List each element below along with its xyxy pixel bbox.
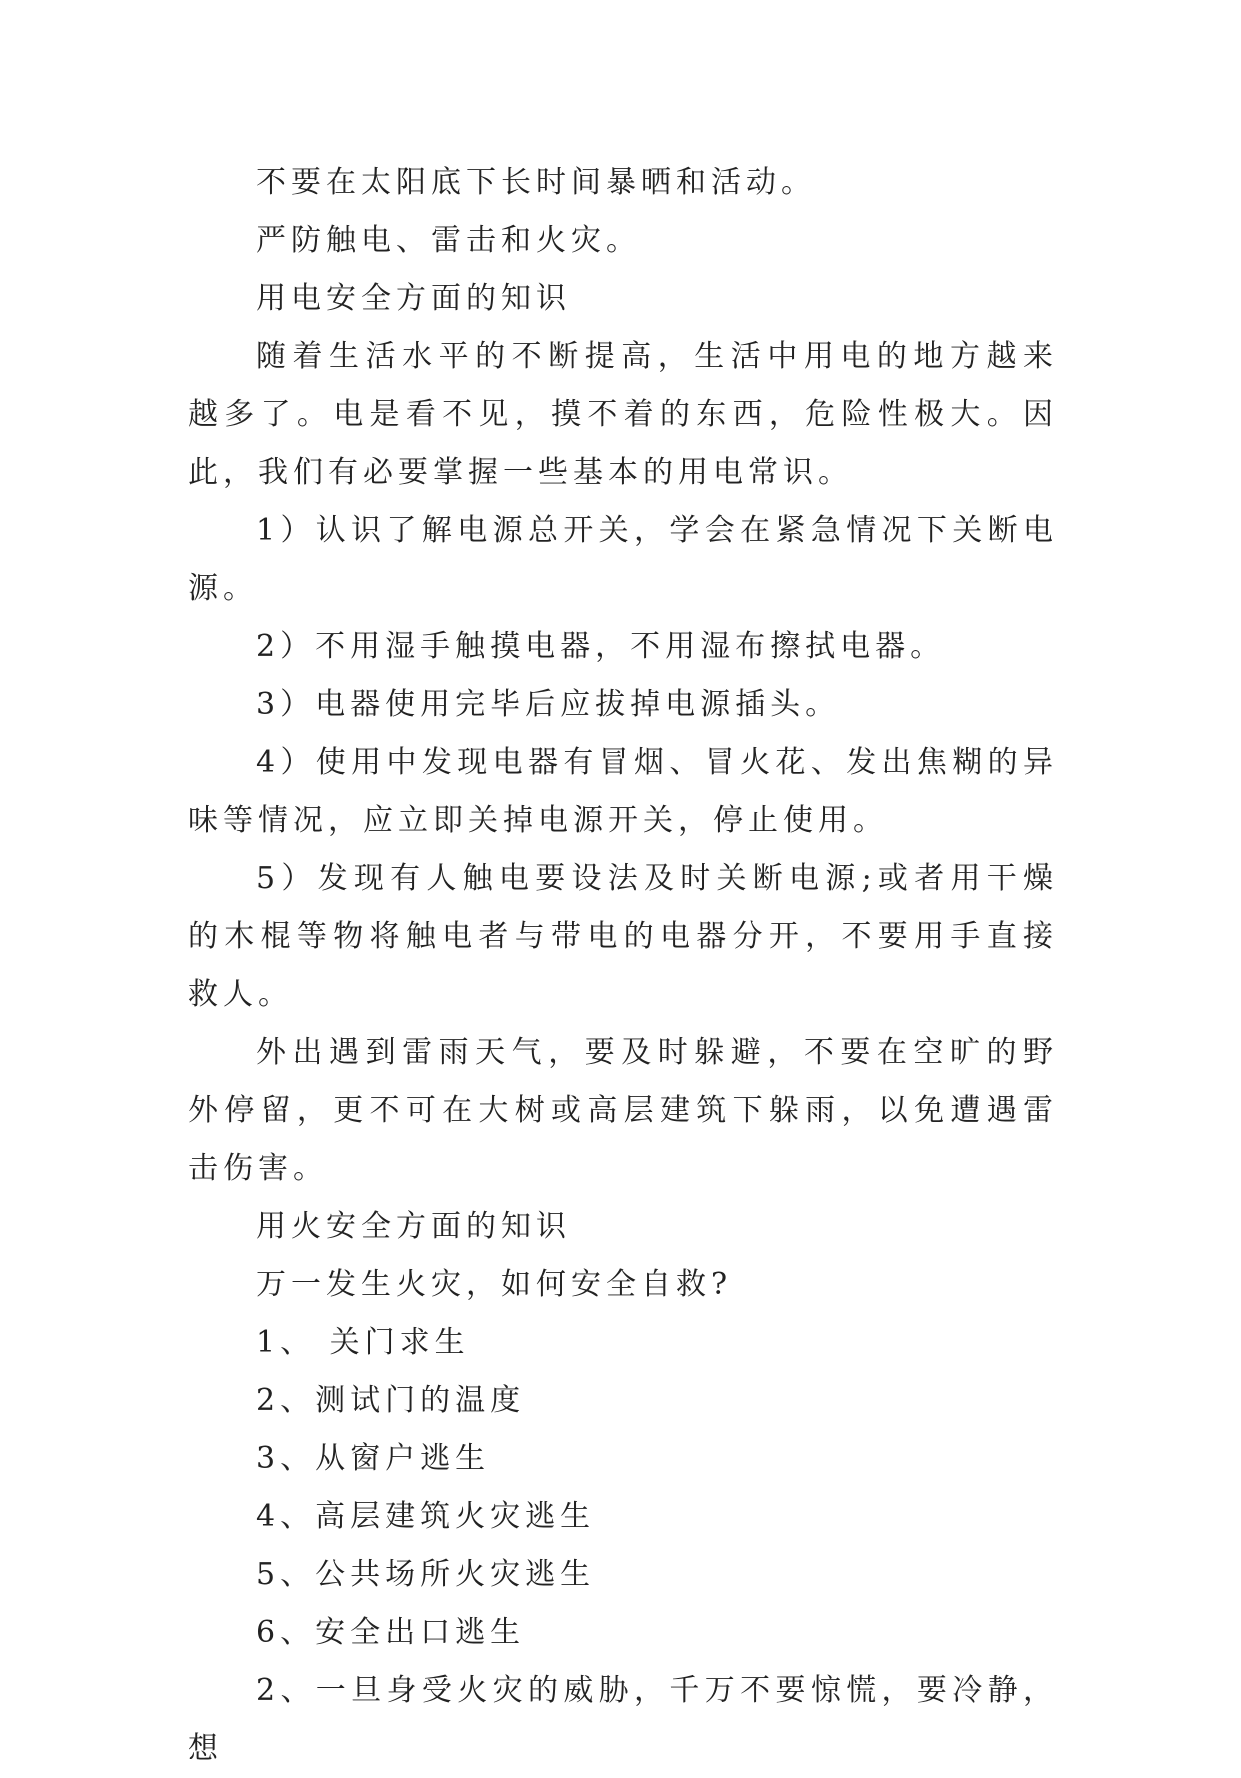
heading-fire-safety: 用火安全方面的知识: [256, 1209, 571, 1244]
paragraph-stay-calm: 2、一旦身受火灾的威胁，千万不要惊慌，要冷静，想: [188, 1673, 1058, 1766]
list-item-fire-3: 3、从窗户逃生: [256, 1441, 491, 1476]
list-item-electric-1: 1）认识了解电源总开关，学会在紧急情况下关断电源。: [188, 513, 1058, 606]
list-item-fire-5: 5、公共场所火灾逃生: [256, 1557, 596, 1592]
paragraph-thunderstorm: 外出遇到雷雨天气，要及时躲避，不要在空旷的野外停留，更不可在大树或高层建筑下躲雨，以免遭遇雷击伤害。: [188, 1035, 1058, 1186]
list-item-fire-4: 4、高层建筑火灾逃生: [256, 1499, 596, 1534]
heading-electrical-safety: 用电安全方面的知识: [256, 281, 571, 316]
paragraph-fire-self-rescue: 万一发生火灾，如何安全自救?: [256, 1267, 733, 1302]
paragraph-sun-exposure: 不要在太阳底下长时间暴晒和活动。: [256, 165, 816, 200]
document-body: [188, 154, 1058, 1778]
list-item-fire-1: 1、 关门求生: [256, 1325, 470, 1360]
paragraph-electricity-intro: 随着生活水平的不断提高，生活中用电的地方越来越多了。电是看不见，摸不着的东西，危险性极大。因此，我们有必要掌握一些基本的用电常识。: [188, 339, 1058, 490]
list-item-electric-5: 5）发现有人触电要设法及时关断电源;或者用干燥的木棍等物将触电者与带电的电器分开，不要用手直接救人。: [188, 861, 1058, 1012]
list-item-fire-6: 6、安全出口逃生: [256, 1615, 526, 1650]
list-item-fire-2: 2、测试门的温度: [256, 1383, 526, 1418]
list-item-electric-2: 2）不用湿手触摸电器，不用湿布擦拭电器。: [256, 629, 946, 664]
list-item-electric-4: 4）使用中发现电器有冒烟、冒火花、发出焦糊的异味等情况，应立即关掉电源开关，停止使用。: [188, 745, 1058, 838]
list-item-electric-3: 3）电器使用完毕后应拔掉电源插头。: [256, 687, 841, 722]
paragraph-prevent-hazards: 严防触电、雷击和火灾。: [256, 223, 641, 258]
